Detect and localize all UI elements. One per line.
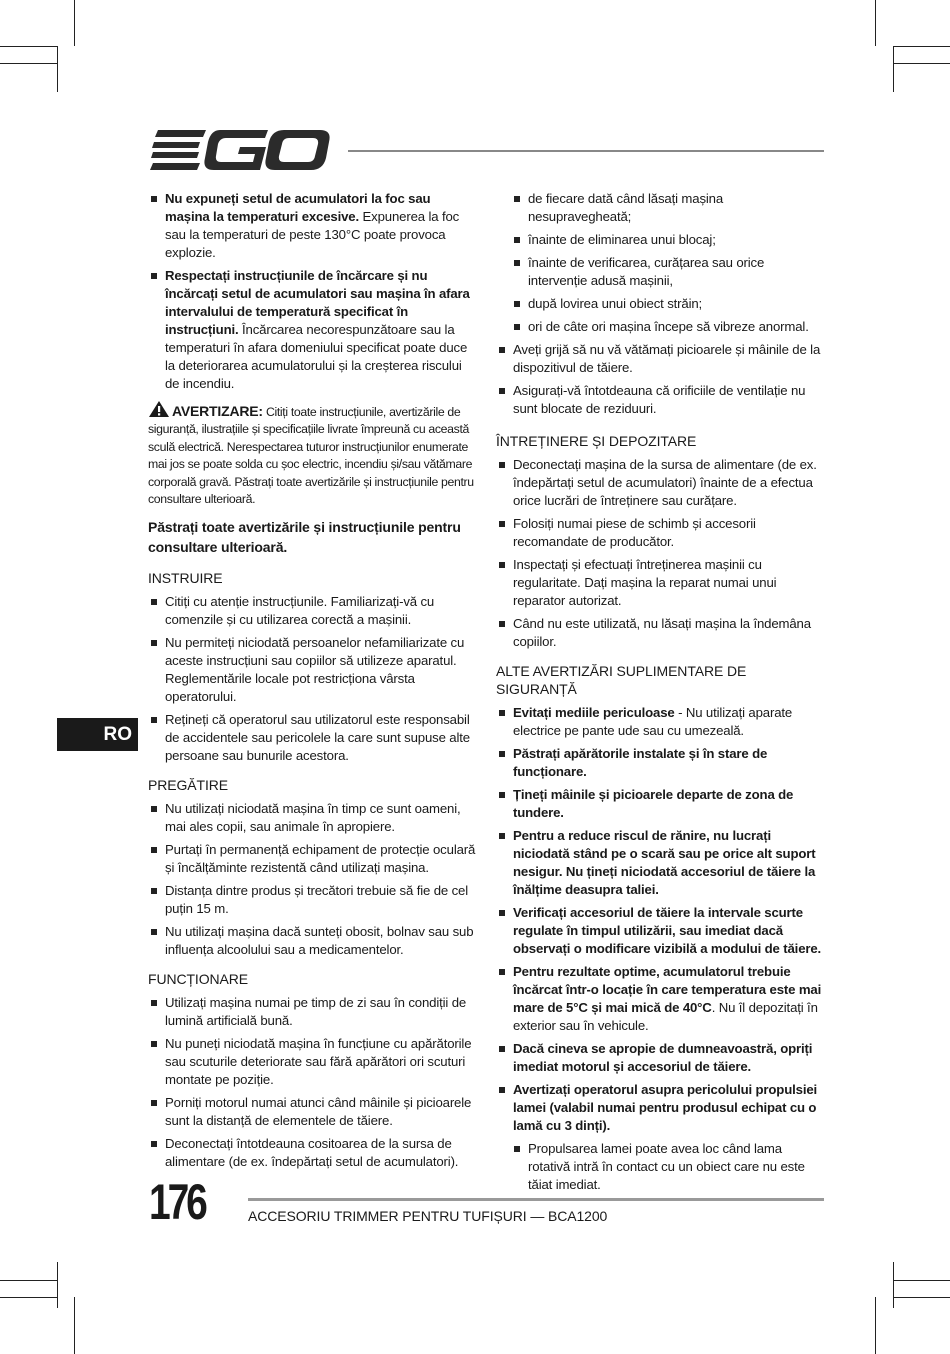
section-heading-alte-avertizari: ALTE AVERTIZĂRI SUPLIMENTARE DE SIGURANȚĂ (496, 663, 747, 697)
list-item (496, 1081, 826, 1135)
intro-list (148, 190, 478, 393)
bold-text: Verificați accesoriul de tăiere la intervale scurte regulate în timpul utilizării, sau imediat dacă observați o modificare vizibilă a modului de tăiere. (513, 905, 822, 956)
page-number: 176 (149, 1174, 205, 1230)
bold-text: Țineți mâinile și picioarele departe de zona de tundere. (513, 787, 794, 820)
list-item: Folosiți numai piese de schimb și accesorii recomandate de producător. (496, 515, 826, 551)
warning-triangle-icon (148, 400, 170, 418)
list-item: Aveți grijă să nu vă vătămați picioarele și mâinile de la dispozitivul de tăiere. (496, 341, 826, 377)
pregatire-list (148, 800, 478, 959)
bold-text: Nu expuneți setul de acumulatori la foc sau mașina la temperaturi excesive. (165, 191, 431, 224)
crop-mark (0, 63, 57, 64)
crop-mark (74, 1297, 75, 1354)
disconnect-conditions-list (496, 190, 826, 336)
list-item (148, 267, 478, 393)
bold-text: Respectați instrucțiunile de încărcare și nu încărcați setul de acumulatori sau mașina în afara intervalului de temperatură specificat în instrucțiuni. (165, 268, 470, 337)
list-item: după lovirea unui obiect străin; (511, 295, 826, 313)
crop-mark (57, 46, 58, 92)
list-item: ori de câte ori mașina începe să vibreze anormal. (511, 318, 826, 336)
crop-mark (893, 46, 950, 47)
list-item: Rețineți că operatorul sau utilizatorul este responsabil de accidentele sau pericolele la care sunt supuse alte persoane sau bunurile acestora. (148, 711, 478, 765)
list-item: Nu utilizați mașina dacă sunteți obosit, bolnav sau sub influența alcoolului sau a medicamentelor. (148, 923, 478, 959)
footer-title: ACCESORIU TRIMMER PENTRU TUFIȘURI — BCA1200 (248, 1208, 608, 1224)
list-item: Nu puneți niciodată mașina în funcțiune cu apărătorile sau scuturile deteriorate sau fără apărători ori scuturi montate pe poziție. (148, 1035, 478, 1089)
blade-thrust-sublist (496, 1140, 826, 1194)
list-item: Citiți cu atenție instrucțiunile. Familiarizați-vă cu comenzile și cu utilizarea corectă a mașinii. (148, 593, 478, 629)
warning-text: Citiți toate instrucțiunile, avertizările de siguranță, ilustrațiile și specificațiile livrate împreună cu această sculă electrică. Nerespectarea tuturor instrucțiunilor enumerate mai jos se poate solda cu șoc electric, incendiu și/sau vătămare corporală gravă. Păstrați toate avertizările și instrucțiunile pentru consultare ulterioară. (148, 405, 474, 507)
functionare-list (148, 994, 478, 1171)
crop-mark (57, 1262, 58, 1308)
list-item (496, 827, 826, 899)
list-item (496, 904, 826, 958)
list-item (496, 963, 826, 1035)
section-heading-intretinere: ÎNTREȚINERE ȘI DEPOZITARE (496, 433, 697, 449)
section-heading-functionare: FUNCȚIONARE (148, 971, 249, 988)
bold-text: Păstrați apărătorile instalate și în stare de funcționare. (513, 746, 768, 779)
alte-avertizari-list (496, 704, 826, 1135)
bold-text: Evitați mediile periculoase (513, 705, 675, 720)
crop-mark (0, 1297, 57, 1298)
keep-instructions-note: Păstrați toate avertizările și instrucțiunile pentru consultare ulterioară. (148, 519, 461, 556)
crop-mark (875, 1297, 876, 1354)
header-rule (348, 150, 824, 152)
item-text: - Nu utilizați aparate electrice pe pante ude sau cu umezeală. (513, 705, 793, 738)
list-item: Asigurați-vă întotdeauna că orificiile de ventilație nu sunt blocate de reziduuri. (496, 382, 826, 418)
list-item (496, 1040, 826, 1076)
bold-text: Dacă cineva se apropie de dumneavoastră, opriți imediat motorul și accesoriul de tăiere. (513, 1041, 813, 1074)
list-item: înainte de eliminarea unui blocaj; (511, 231, 826, 249)
operation-extra-list (496, 341, 826, 418)
ego-logo (150, 130, 330, 170)
warning-block (148, 400, 478, 508)
list-item: înainte de verificarea, curățarea sau orice intervenție adusă mașinii, (511, 254, 826, 290)
intretinere-list (496, 456, 826, 651)
list-item: Purtați în permanență echipament de protecție oculară și încălțăminte rezistentă când utilizați mașina. (148, 841, 478, 877)
bold-text: Pentru a reduce riscul de rănire, nu lucrați niciodată stând pe o scară sau pe orice alt suport nesigur. Nu țineți niciodată accesoriul de tăiere la înălțime deasupra taliei. (513, 828, 816, 897)
list-item: Când nu este utilizată, nu lăsați mașina la îndemâna copiilor. (496, 615, 826, 651)
crop-mark (893, 1280, 950, 1281)
list-item (496, 786, 826, 822)
crop-mark (893, 46, 894, 92)
crop-mark (0, 1280, 57, 1281)
item-text: . Nu îl depozitați în exterior sau în vehicule. (513, 1000, 818, 1033)
warning-label: AVERTIZARE: (172, 403, 263, 419)
language-tab: RO (57, 718, 138, 751)
list-item: Deconectați întotdeauna cositoarea de la sursa de alimentare (de ex. îndepărtați setul de acumulatori). (148, 1135, 478, 1171)
list-item (496, 745, 826, 781)
instruire-list (148, 593, 478, 765)
list-item: Nu permiteți niciodată persoanelor nefamiliarizate cu aceste instrucțiuni sau copiilor să utilizeze aparatul. Reglementările locale pot restricționa vârsta operatorului. (148, 634, 478, 706)
left-column (148, 190, 478, 1176)
list-item: Deconectați mașina de la sursa de alimentare (de ex. îndepărtați setul de acumulatori) înainte de a efectua orice lucrări de întreținere sau curățare. (496, 456, 826, 510)
section-heading-instruire: INSTRUIRE (148, 570, 223, 587)
crop-mark (0, 46, 57, 47)
crop-mark (893, 1262, 894, 1308)
bold-text: Avertizați operatorul asupra pericolului propulsiei lamei (valabil numai pentru produsul echipat cu o lamă cu 3 dinți). (513, 1082, 818, 1133)
list-item: Utilizați mașina numai pe timp de zi sau în condiții de lumină artificială bună. (148, 994, 478, 1030)
crop-mark (893, 63, 950, 64)
list-item (496, 704, 826, 740)
section-heading-pregatire: PREGĂTIRE (148, 777, 229, 794)
item-text: Încărcarea necorespunzătoare sau la temperaturi în afara domeniului specificat poate duce la deteriorarea acumulatorului și la creșterea riscului de incendiu. (165, 322, 468, 391)
list-item: Porniți motorul numai atunci când mâinile și picioarele sunt la distanță de elementele de tăiere. (148, 1094, 478, 1130)
list-item: de fiecare dată când lăsați mașina nesupravegheată; (511, 190, 826, 226)
list-item: Propulsarea lamei poate avea loc când lama rotativă intră în contact cu un obiect care nu este tăiat imediat. (511, 1140, 826, 1194)
list-item: Nu utilizați niciodată mașina în timp ce sunt oameni, mai ales copii, sau animale în apropiere. (148, 800, 478, 836)
list-item: Distanța dintre produs și trecători trebuie să fie de cel puțin 15 m. (148, 882, 478, 918)
list-item: Inspectați și efectuați întreținerea mașinii cu regularitate. Dați mașina la reparat numai unui reparator autorizat. (496, 556, 826, 610)
footer-rule (248, 1198, 824, 1201)
crop-mark (893, 1297, 950, 1298)
right-column (496, 190, 826, 1199)
crop-mark (74, 0, 75, 46)
bold-text: Pentru rezultate optime, acumulatorul trebuie încărcat într-o locație în care temperatura este mai mare de 5°C și mai mică de 40°C (513, 964, 822, 1015)
crop-mark (875, 0, 876, 46)
list-item (148, 190, 478, 262)
item-text: Expunerea la foc sau la temperaturi de peste 130°C poate provoca explozie. (165, 209, 460, 260)
